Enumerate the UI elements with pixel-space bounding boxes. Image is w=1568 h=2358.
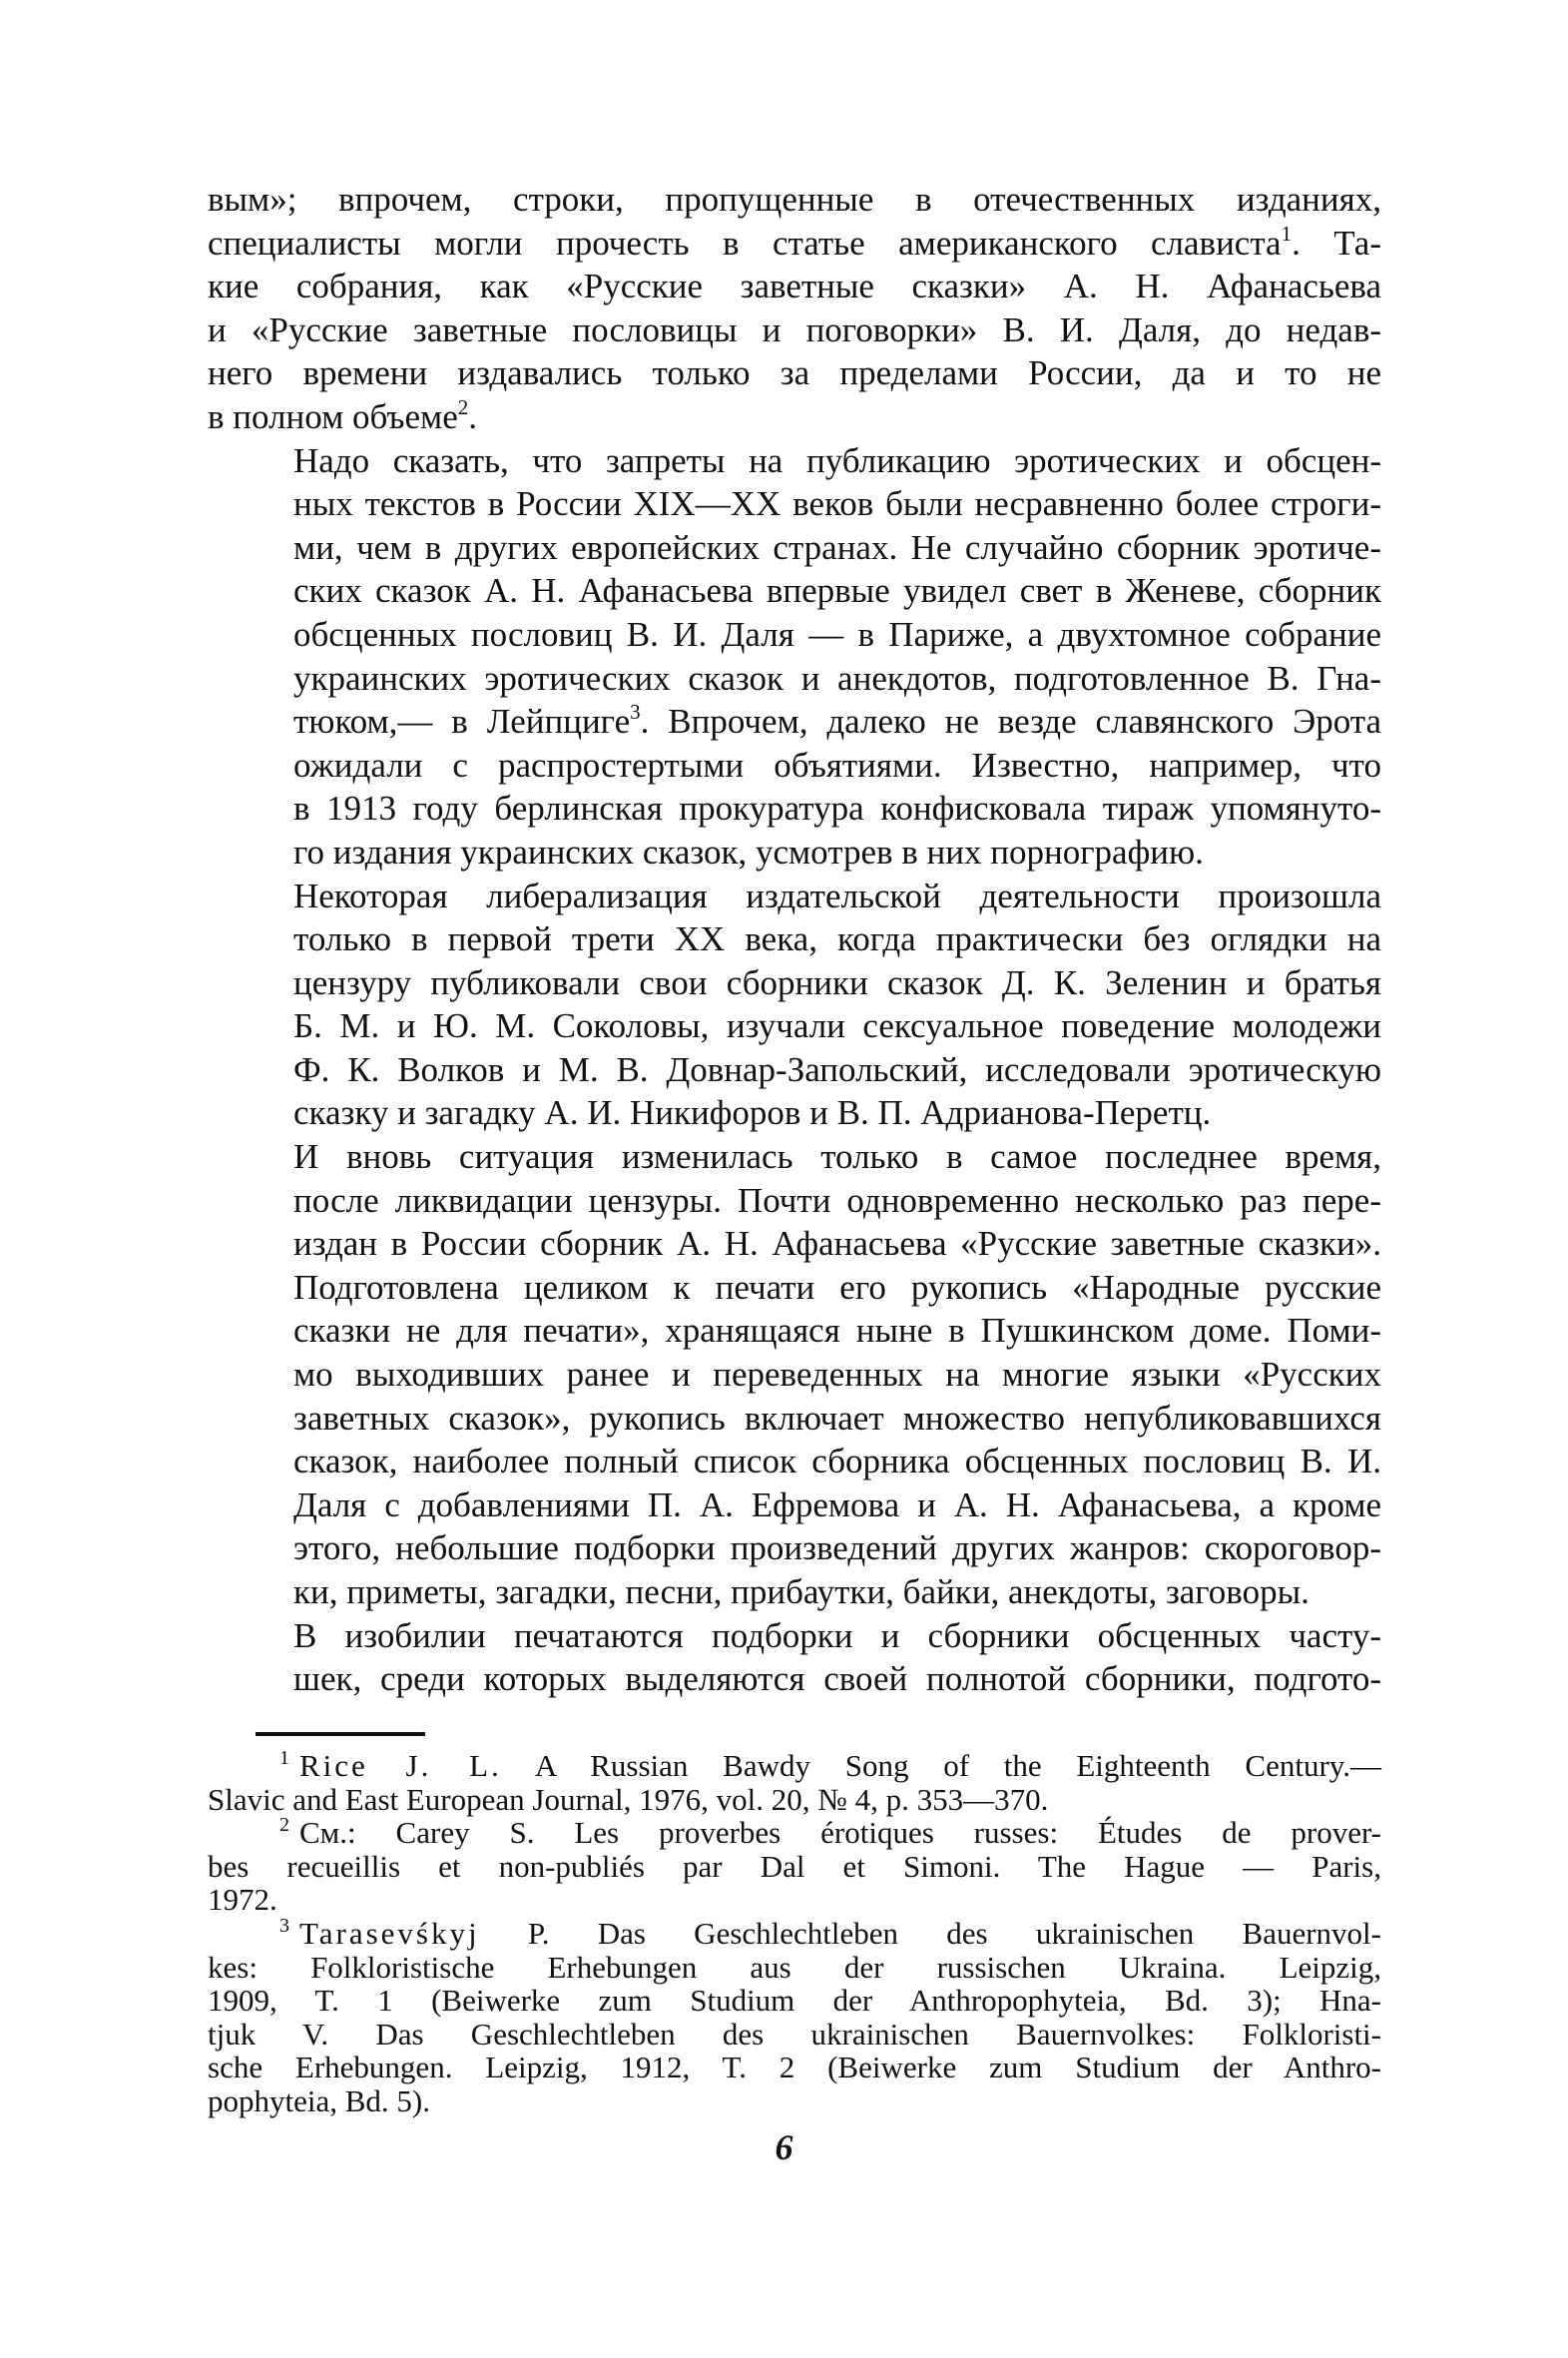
text-line: В изобилии печатаются подборки и сборники обсценных часту-	[293, 1615, 1381, 1655]
footnote-line: 1972.	[208, 1882, 277, 1918]
footnote-3	[208, 1914, 1381, 2118]
text-line: обсценных пословиц В. И. Даля — в Париже, а двухтомное собрание	[293, 614, 1381, 654]
text-line: ки, приметы, загадки, песни, прибаутки, байки, анекдоты, заговоры.	[293, 1572, 1309, 1611]
text-line: мо выходивших ранее и переведенных на многие языки «Русских	[293, 1355, 1381, 1395]
text-line: сказку и загадку А. И. Никифоров и В. П. Адрианова-Перетц.	[293, 1093, 1212, 1133]
text-line: после ликвидации цензуры. Почти одновременно несколько раз пере-	[293, 1180, 1381, 1220]
text-line: тюком,— в Лейпциге$^3$. Впрочем, далеко не везде славянского Эрота	[293, 700, 1381, 742]
text-line: сказки не для печати», хранящаяся ныне в Пушкинском доме. Поми-	[293, 1311, 1381, 1351]
text-line: го издания украинских сказок, усмотрев в них порнографию.	[293, 832, 1204, 872]
text-line: шек, среди которых выделяются своей полнотой сборники, подгото-	[293, 1659, 1381, 1699]
text-line: специалисты могли прочесть в статье американского слависта$^1$. Та-	[208, 221, 1381, 263]
text-line: сказок, наиболее полный список сборника обсценных пословиц В. И.	[293, 1442, 1381, 1481]
text-line: заветных сказок», рукопись включает множество непубликовавшихся	[293, 1398, 1381, 1438]
text-line: Даля с добавлениями П. А. Ефремова и А. Н. Афанасьева, а кроме	[293, 1484, 1381, 1524]
paragraph-4	[208, 1135, 1381, 1614]
text-line: и «Русские заветные пословицы и поговорки» В. И. Даля, до недав-	[208, 309, 1381, 349]
footnote-line: pophyteia, Bd. 5).	[208, 2082, 430, 2118]
text-line: Некоторая либерализация издательской деятельности произошла	[293, 876, 1381, 915]
text-line: ных текстов в России XIX—XX веков были несравненно более строги-	[293, 484, 1381, 524]
text-line: Ф. К. Волков и М. В. Довнар-Запольский, исследовали эротическую	[293, 1049, 1381, 1089]
text-line: цензуру публиковали свои сборники сказок Д. К. Зеленин и братья	[293, 962, 1381, 1002]
text-line: ских сказок А. Н. Афанасьева впервые увидел свет в Женеве, сборник	[293, 571, 1381, 611]
text-line: издан в России сборник А. Н. Афанасьева «Русские заветные сказки».	[293, 1224, 1381, 1264]
text-line: в 1913 году берлинская прокуратура конфисковала тираж упомянуто-	[293, 789, 1381, 829]
text-line: Б. М. и Ю. М. Соколовы, изучали сексуальное поведение молодежи	[293, 1006, 1381, 1046]
footnote-line: bes recueillis et non-publiés par Dal et Simoni. The Hague — Paris,	[208, 1848, 1381, 1884]
main-text	[208, 178, 1381, 1701]
text-line: в полном объеме$^2$.	[208, 394, 477, 436]
text-line: Подготовлена целиком к печати его рукопись «Народные русские	[293, 1267, 1381, 1307]
text-line: него времени издавались только за пределами России, да и то не	[208, 353, 1381, 393]
footnote-line: 1909, T. 1 (Beiwerke zum Studium der Anthropophyteia, Bd. 3); Hna-	[208, 1983, 1381, 2019]
footnote-line: $^3$ Tarasevśkyj P. Das Geschlechtleben des ukrainischen Bauernvol-	[279, 1914, 1381, 1951]
text-line: вым»; впрочем, строки, пропущенные в отечественных изданиях,	[208, 180, 1381, 219]
text-line: этого, небольшие подборки произведений других жанров: скороговор-	[293, 1528, 1381, 1568]
text-line: ожидали с распростертыми объятиями. Известно, например, что	[293, 745, 1381, 785]
footnote-number: 1	[279, 1747, 289, 1769]
text-line: И вновь ситуация изменилась только в самое последнее время,	[293, 1137, 1381, 1177]
paragraph-2	[208, 439, 1381, 875]
text-line: ми, чем в других европейских странах. Не случайно сборник эротиче-	[293, 527, 1381, 567]
paragraph-3	[208, 875, 1381, 1136]
footnote-line: sche Erhebungen. Leipzig, 1912, T. 2 (Beiwerke zum Studium der Anthro-	[208, 2050, 1381, 2085]
text-line: Надо сказать, что запреты на публикацию эротических и обсцен-	[293, 440, 1381, 480]
text-line: только в первой трети XX века, когда практически без оглядки на	[293, 919, 1381, 959]
footnote-author: Tarasevśkyj	[299, 1915, 480, 1951]
footnotes	[208, 1749, 1381, 2118]
footnote-author: Rice J. L.	[299, 1748, 502, 1783]
footnote-line: kes: Folkloristische Erhebungen aus der russischen Ukraina. Leipzig,	[208, 1949, 1381, 1985]
footnote-line: tjuk V. Das Geschlechtleben des ukrainischen Bauernvolkes: Folkloristi-	[208, 2016, 1381, 2052]
text-line: украинских эротических сказок и анекдотов, подготовленное В. Гна-	[293, 658, 1381, 698]
footnote-line: $^2$ См.: Carey S. Les proverbes érotiques russes: Études de prover-	[279, 1814, 1381, 1851]
paragraph-1	[208, 178, 1381, 439]
footnote-line: $^1$ Rice J. L. A Russian Bawdy Song of the Eighteenth Century.—	[279, 1747, 1382, 1783]
footnote-1	[208, 1749, 1381, 1816]
footnote-ref-1[interactable]: 1	[1281, 221, 1293, 246]
footnote-line: Slavic and East European Journal, 1976, vol. 20, № 4, p. 353—370.	[208, 1781, 1049, 1817]
footnote-ref-3[interactable]: 3	[630, 700, 641, 725]
text-line: кие собрания, как «Русские заветные сказки» А. Н. Афанасьева	[208, 267, 1381, 306]
footnote-number: 2	[279, 1814, 289, 1837]
footnote-divider	[256, 1732, 425, 1736]
page-number: 6	[775, 2127, 793, 2167]
footnote-number: 3	[279, 1914, 289, 1937]
footnote-2	[208, 1816, 1381, 1917]
paragraph-5	[208, 1614, 1381, 1701]
footnote-ref-2[interactable]: 2	[457, 394, 469, 419]
